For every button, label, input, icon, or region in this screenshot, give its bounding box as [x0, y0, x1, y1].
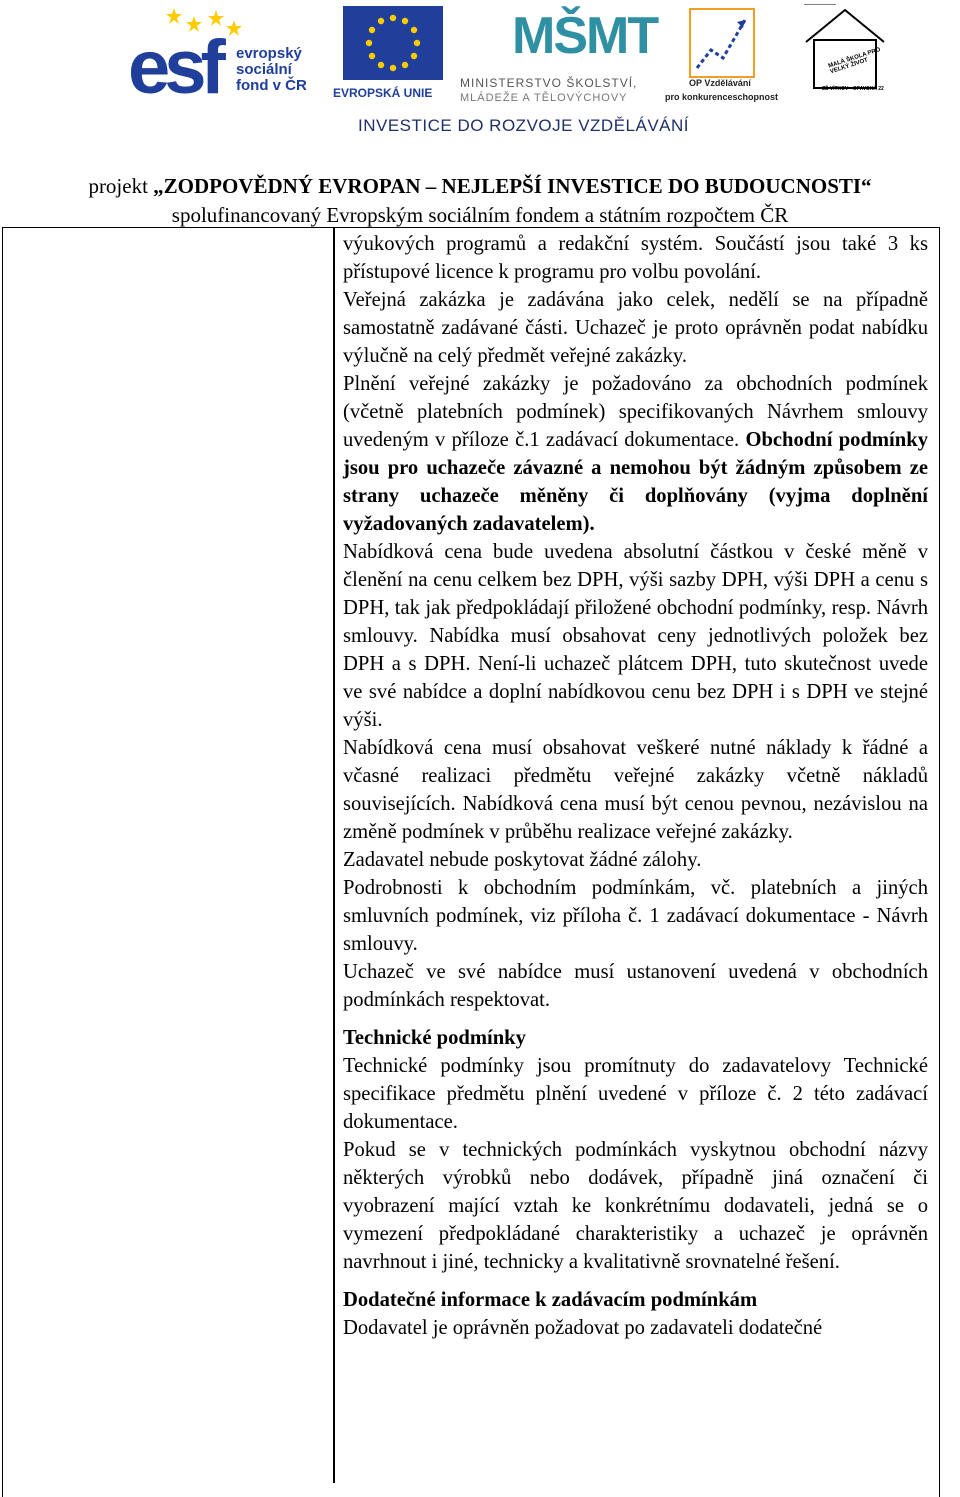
investice-tagline: INVESTICE DO ROZVOJE VZDĚLÁVÁNÍ [358, 116, 690, 135]
msmt-mark: MŠMT [512, 7, 658, 65]
project-prefix: projekt [88, 174, 154, 198]
logo-strip [0, 0, 960, 170]
paragraph-commercial-terms [343, 370, 928, 538]
msmt-logo [460, 6, 660, 106]
paragraph-technical-spec: Technické podmínky jsou promítnuty do zadavatelovy Technické specifikace předmětu plnění uvedené v příloze č. 2 této zadávací dokumentace. [343, 1055, 928, 1133]
table-right-cell [343, 230, 928, 1342]
esf-line-1: evropský [236, 45, 302, 62]
esf-logo [128, 6, 328, 110]
op-logo [665, 6, 795, 106]
paragraph-software: výukových programů a redakční systém. Součástí jsou také 3 ks přístupové licence k programu pro volbu povolání. [343, 233, 928, 283]
msmt-line-2: MLÁDEŽE A TĚLOVÝCHOVY [460, 92, 628, 104]
paragraph-bid-price: Nabídková cena bude uvedena absolutní částkou v české měně v členění na cenu celkem bez DPH, výši sazby DPH, výši DPH a cenu s DPH, tak jak předpokládají přiložené obchodní podmínky, resp. Návrh smlouvy. Nabídka musí obsahovat ceny jednotlivých položek bez DPH a s DPH. Není-li uchazeč plátcem DPH, tuto skutečnost uvede ve své nabídce a doplní nabídkovou cenu bez DPH i s DPH ve stejné výši. [343, 541, 928, 731]
project-cofinanced: spolufinancovaný Evropským sociálním fondem a státním rozpočtem ČR [171, 203, 789, 227]
op-arrow-icon [689, 8, 755, 78]
commercial-terms-binding: Obchodní podmínky jsou pro uchazeče závazné a nemohou být žádným způsobem ze strany uchazeče měněny či doplňovány (vyjma doplnění vyžadovaných zadavatelem). [343, 429, 928, 535]
project-title [0, 173, 960, 199]
paragraph-trade-names: Pokud se v technických podmínkách vyskytnou obchodní názvy některých výrobků nebo dodávek, případně jiná označení či vyobrazení mající vztah ke konkrétnímu dodavateli, jedná se o vymezení předpokládané charakteristiky a uchazeč je oprávněn navrhnout i jiné, technicky a kvalitativně srovnatelné řešení. [343, 1139, 928, 1273]
op-line-2: pro konkurenceschopnost [665, 92, 779, 102]
paragraph-details: Podrobnosti k obchodním podmínkám, vč. platebních a jiných smluvních podmínek, viz příloha č. 1 zadávací dokumentace - Návrh smlouvy. [343, 877, 928, 955]
school-text-1: MALÁ ŠKOLA PRO VELKÝ ŽIVOT [827, 47, 882, 76]
paragraph-price-costs: Nabídková cena musí obsahovat veškeré nutné náklady k řádné a včasné realizaci předmětu veřejné zakázky včetně nákladů souvisejících. Nabídková cena musí být cenou pevnou, nezávislou na změně podmínek v průběhu realizace veřejné zakázky. [343, 737, 928, 843]
paragraph-additional-info: Dodavatel je oprávněn požadovat po zadavateli dodatečné [343, 1317, 823, 1339]
esf-line-3: fond v ČR [236, 77, 307, 94]
esf-text [236, 46, 307, 94]
school-text-2: ZŠ VÍTKOV - OPAVSKÁ 22 [822, 86, 884, 92]
msmt-line-1: MINISTERSTVO ŠKOLSTVÍ, [460, 76, 638, 90]
esf-line-2: sociální [236, 61, 292, 78]
paragraph-no-advances: Zadavatel nebude poskytovat žádné zálohy. [343, 849, 702, 871]
school-logo [800, 4, 890, 100]
column-divider [333, 227, 335, 1483]
commercial-terms-text: Plnění veřejné zakázky je požadováno za obchodních podmínek (včetně platebních podmínek) specifikovaných Návrhem smlouvy uvedeným v příloze č.1 zadávací dokumentace. [343, 373, 928, 451]
eu-label: EVROPSKÁ UNIE [333, 86, 433, 100]
heading-additional-info: Dodatečné informace k zadávacím podmínkám [343, 1289, 758, 1311]
project-name: „ZODPOVĚDNÝ EVROPAN – NEJLEPŠÍ INVESTICE DO BUDOUCNOSTI“ [153, 174, 872, 198]
heading-technical-conditions: Technické podmínky [343, 1027, 526, 1049]
spacer [343, 1276, 928, 1286]
paragraph-respect-terms: Uchazeč ve své nabídce musí ustanovení uvedená v obchodních podmínkách respektovat. [343, 961, 928, 1011]
paragraph-contract-whole: Veřejná zakázka je zadávána jako celek, nedělí se na případně samostatně zadávané části. Uchazeč je proto oprávněn podat nabídku výlučně na celý předmět veřejné zakázky. [343, 289, 928, 367]
spacer [343, 1014, 928, 1024]
eu-flag-icon [343, 6, 443, 80]
esf-mark: esf [128, 25, 220, 110]
eu-logo [333, 6, 451, 106]
op-line-1: OP Vzdělávání [689, 78, 751, 88]
